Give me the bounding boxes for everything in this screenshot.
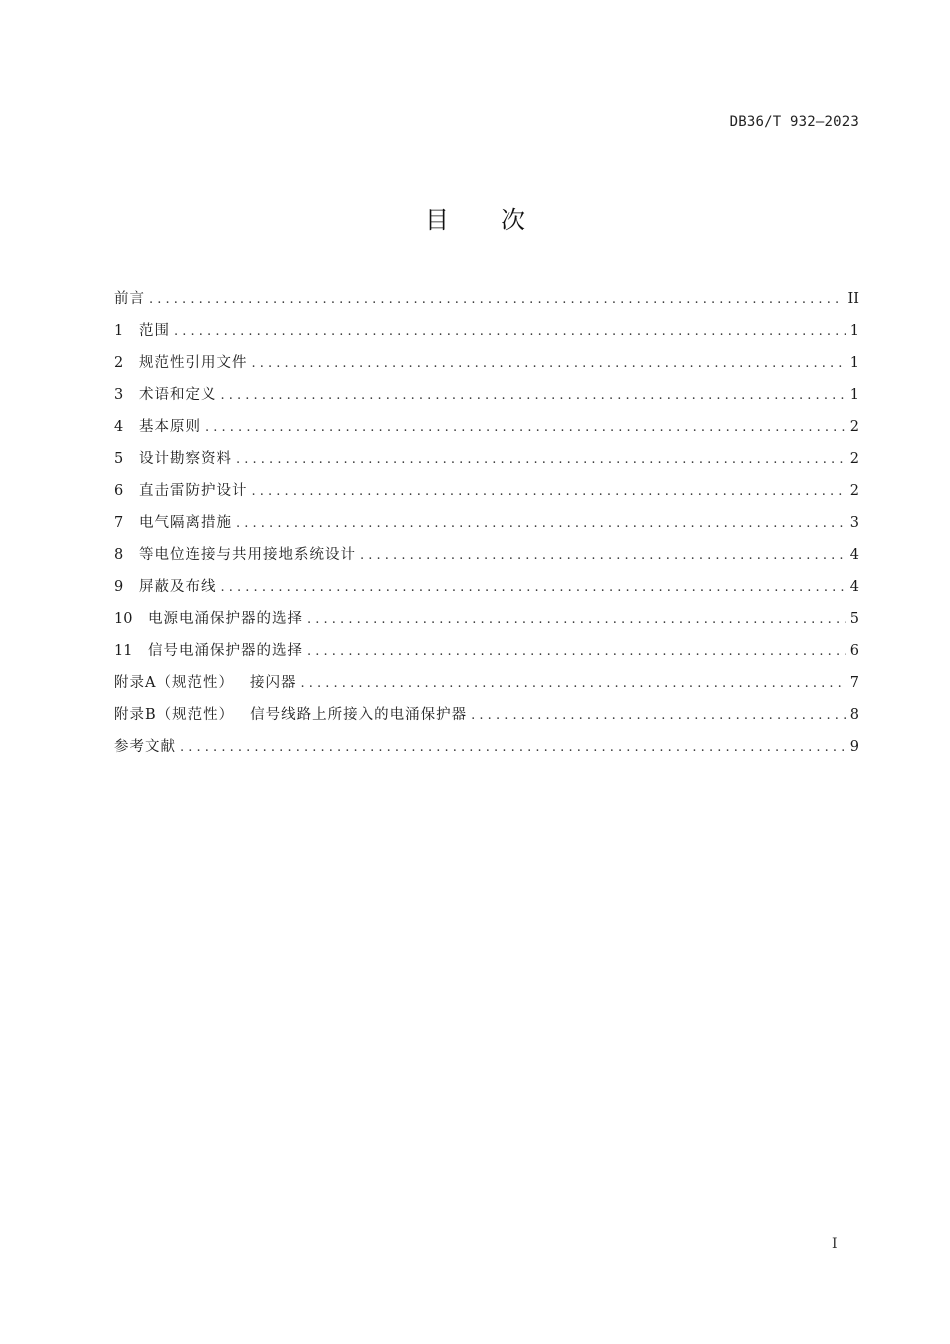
toc-leader-dots (236, 449, 846, 471)
toc-leader-dots (360, 545, 846, 567)
toc-leader-dots (300, 673, 845, 695)
toc-entry-subtitle: 接闪器 (249, 675, 297, 691)
toc-entry-appendix-a[interactable] (114, 672, 859, 704)
toc-entry-number: 7 (114, 515, 124, 531)
toc-entry-9[interactable] (114, 576, 859, 608)
toc-entry-label: 直击雷防护设计 (139, 483, 248, 499)
toc-leader-dots (180, 737, 846, 759)
toc-entry-label: 基本原则 (139, 419, 201, 435)
toc-entry-label: 信号电涌保护器的选择 (148, 643, 303, 659)
toc-entry-number: 1 (114, 323, 124, 339)
toc-entry-number: 4 (114, 419, 124, 435)
toc-entry-page: 2 (849, 483, 859, 499)
toc-leader-dots (149, 289, 844, 311)
toc-entry-number: 9 (114, 579, 124, 595)
toc-leader-dots (221, 577, 846, 599)
toc-entry-page: 1 (849, 387, 859, 403)
toc-entry-page: 8 (849, 707, 859, 723)
toc-entry-label: 设计勘察资料 (139, 451, 232, 467)
toc-entry-label: 范围 (139, 323, 170, 339)
toc-leader-dots (471, 705, 846, 727)
toc-leader-dots (252, 481, 846, 503)
table-of-contents (114, 288, 859, 768)
toc-entry-number: 3 (114, 387, 124, 403)
toc-entry-page: 1 (849, 323, 859, 339)
toc-leader-dots (205, 417, 846, 439)
toc-leader-dots (174, 321, 846, 343)
toc-entry-label: 规范性引用文件 (139, 355, 248, 371)
toc-entry-5[interactable] (114, 448, 859, 480)
toc-entry-page: 1 (849, 355, 859, 371)
toc-entry-1[interactable] (114, 320, 859, 352)
toc-entry-number: 5 (114, 451, 124, 467)
toc-entry-page: 4 (849, 579, 859, 595)
toc-entry-page: 9 (849, 739, 859, 755)
toc-entry-10[interactable] (114, 608, 859, 640)
toc-entry-number: 2 (114, 355, 124, 371)
toc-entry-page: 3 (849, 515, 859, 531)
toc-entry-number: 11 (114, 643, 133, 659)
toc-entry-11[interactable] (114, 640, 859, 672)
toc-entry-label: 术语和定义 (139, 387, 217, 403)
toc-entry-page: 2 (849, 419, 859, 435)
toc-entry-label: 附录A（规范性） (114, 675, 234, 691)
toc-entry-label: 屏蔽及布线 (139, 579, 217, 595)
toc-entry-3[interactable] (114, 384, 859, 416)
toc-entry-label: 等电位连接与共用接地系统设计 (139, 547, 356, 563)
toc-entry-references[interactable] (114, 736, 859, 768)
toc-entry-label: 附录B（规范性） (114, 707, 235, 723)
toc-entry-page: 6 (849, 643, 859, 659)
toc-leader-dots (236, 513, 846, 535)
page-title: 目次 (425, 206, 577, 234)
toc-entry-page: 7 (849, 675, 859, 691)
toc-leader-dots (252, 353, 846, 375)
page-number: I (832, 1236, 838, 1252)
toc-entry-8[interactable] (114, 544, 859, 576)
toc-entry-page: 4 (849, 547, 859, 563)
toc-entry-label: 前言 (114, 291, 145, 307)
toc-entry-number: 8 (114, 547, 124, 563)
toc-entry-7[interactable] (114, 512, 859, 544)
toc-entry-preface[interactable] (114, 288, 859, 320)
toc-entry-4[interactable] (114, 416, 859, 448)
toc-entry-label: 参考文献 (114, 739, 176, 755)
toc-entry-number: 6 (114, 483, 124, 499)
toc-entry-label: 电源电涌保护器的选择 (148, 611, 303, 627)
toc-entry-2[interactable] (114, 352, 859, 384)
toc-entry-appendix-b[interactable] (114, 704, 859, 736)
toc-entry-page: 2 (849, 451, 859, 467)
toc-entry-subtitle: 信号线路上所接入的电涌保护器 (250, 707, 468, 723)
toc-entry-6[interactable] (114, 480, 859, 512)
toc-leader-dots (307, 609, 846, 631)
toc-entry-page: 5 (849, 611, 859, 627)
toc-entry-label: 电气隔离措施 (139, 515, 232, 531)
toc-entry-number: 10 (114, 611, 133, 627)
toc-leader-dots (221, 385, 846, 407)
toc-entry-page: II (847, 291, 859, 307)
toc-leader-dots (307, 641, 846, 663)
document-code: DB36/T 932—2023 (729, 114, 859, 130)
